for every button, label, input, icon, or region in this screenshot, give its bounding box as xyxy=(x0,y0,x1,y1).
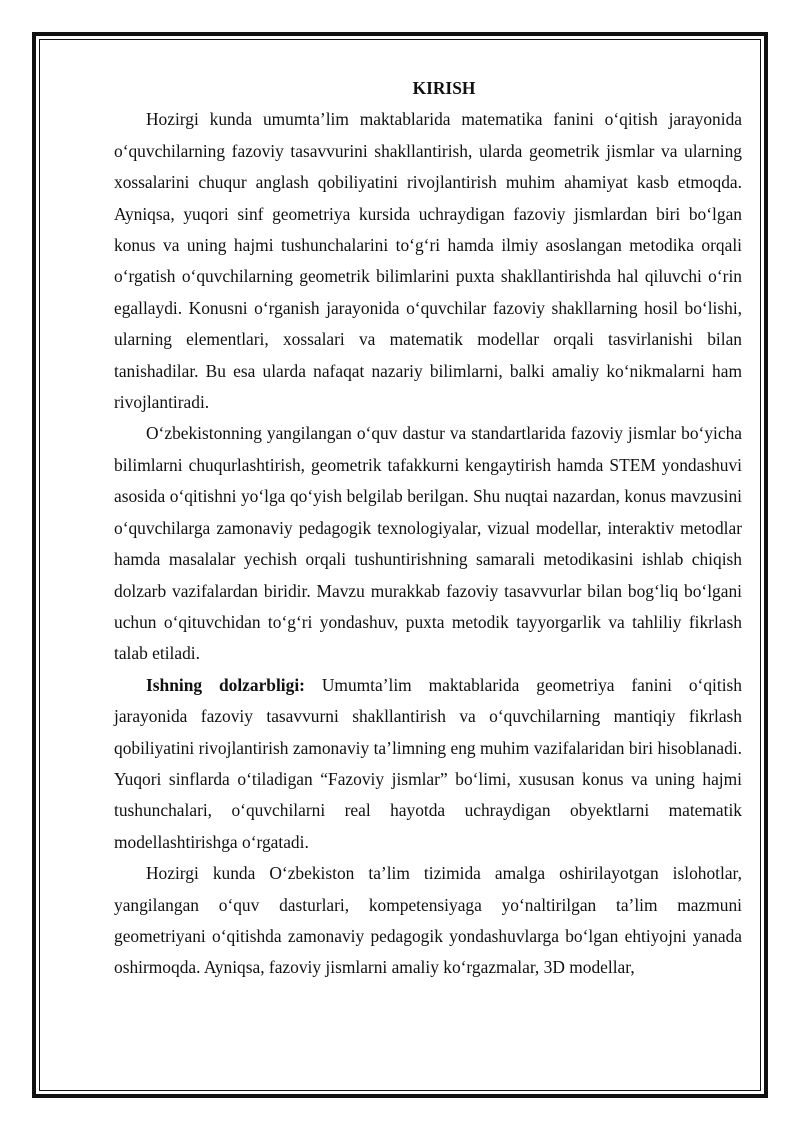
paragraph-3 xyxy=(114,670,742,858)
paragraph-4 xyxy=(114,858,742,984)
paragraph-text: O‘zbekistonning yangilangan o‘quv dastur va standartlarida fazoviy jismlar bo‘yicha bilimlarni chuqurlashtirish, geometrik tafakkurni kengaytirish hamda STEM yondashuvi asosida o‘qitishni yo‘lga qo‘yish belgilab berilgan. Shu nuqtai nazardan, konus mavzusini o‘quvchilarga zamonaviy pedagogik texnologiyalar, vizual modellar, interaktiv metodlar hamda masalalar yechish orqali tushuntirishning samarali metodikasini ishlab chiqish dolzarb vazifalardan biridir. Mavzu murakkab fazoviy tasavvurlar bilan bog‘liq bo‘lgani uchun o‘qituvchidan to‘g‘ri yondashuv, puxta metodik tayyorgarlik va tahliliy fikrlash talab etiladi. xyxy=(114,423,742,664)
document-title: KIRISH xyxy=(412,78,476,98)
paragraph-text: Hozirgi kunda umumta’lim maktablarida matematika fanini o‘qitish jarayonida o‘quvchilarning fazoviy tasavvurini shakllantirish, ularda geometrik jismlar va ularning xossalarini chuqur anglash qobiliyatini rivojlantirish muhim ahamiyat kasb etmoqda. Ayniqsa, yuqori sinf geometriya kursida uchraydigan fazoviy jismlardan biri bo‘lgan konus va uning hajmi tushunchalarini to‘g‘ri hamda ilmiy asoslangan metodika orqali o‘rgatish o‘quvchilarning geometrik bilimlarini puxta shakllantirishda hal qiluvchi o‘rin egallaydi. Konusni o‘rganish jarayonida o‘quvchilar fazoviy shakllarning hosil bo‘lishi, ularning elementlari, xossalari va matematik modellar orqali tasvirlanishi bilan tanishadilar. Bu esa ularda nafaqat nazariy bilimlarni, balki amaliy ko‘nikmalarni ham rivojlantiradi. xyxy=(114,109,742,413)
paragraph-1 xyxy=(114,104,742,418)
paragraph-lead-dolzarbligi: Ishning dolzarbligi: xyxy=(146,674,305,695)
paragraph-text: Umumta’lim maktablarida geometriya fanini o‘qitish jarayonida fazoviy tasavvurni shakllantirish va o‘quvchilarning mantiqiy fikrlash qobiliyatini rivojlantirish zamonaviy ta’limning eng muhim vazifalaridan biri hisoblanadi. Yuqori sinflarda o‘tiladigan “Fazoviy jismlar” bo‘limi, xususan konus va uning hajmi tushunchalari, o‘quvchilarni real hayotda uchraydigan obyektlarni matematik modellashtirishga o‘rgatadi. xyxy=(114,674,742,852)
paragraph-text: Hozirgi kunda O‘zbekiston ta’lim tizimida amalga oshirilayotgan islohotlar, yangilangan o‘quv dasturlari, kompetensiyaga yo‘naltirilgan ta’lim mazmuni geometriyani o‘qitishda zamonaviy pedagogik yondashuvlarga bo‘lgan ehtiyojni yanada oshirmoqda. Ayniqsa, fazoviy jismlarni amaliy ko‘rgazmalar, 3D modellar, xyxy=(114,863,742,978)
document-body xyxy=(114,73,742,984)
paragraph-2 xyxy=(114,418,742,669)
